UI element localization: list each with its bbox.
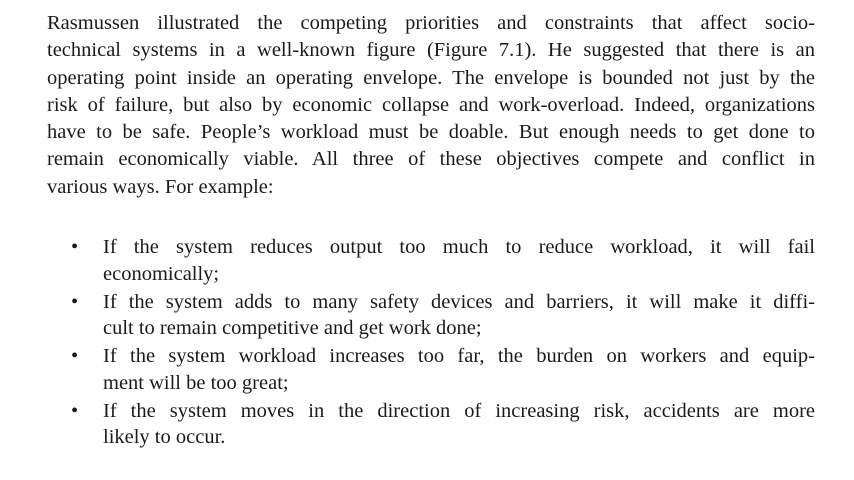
paragraph-line: Rasmussen illustrated the competing priorities and constraints that affect socio-	[47, 12, 815, 34]
list-item-text	[103, 343, 815, 396]
list-item-text	[103, 234, 815, 287]
list-item-text	[103, 289, 815, 342]
paragraph-line: technical systems in a well-known figure (Figure 7.1). He suggested that there is an	[47, 39, 815, 62]
body-paragraph	[47, 10, 815, 201]
bullet-icon: •	[71, 290, 79, 313]
list-item-line: If the system moves in the direction of increasing risk, accidents are more	[103, 399, 815, 422]
list-item-line: If the system reduces output too much to reduce workload, it will fail	[103, 236, 815, 258]
list-item	[71, 234, 815, 287]
paragraph-line: various ways. For example:	[47, 175, 274, 198]
bullet-icon: •	[71, 345, 79, 367]
list-item-text	[103, 398, 815, 451]
list-item	[71, 343, 815, 396]
paragraph-line: have to be safe. People’s workload must be doable. But enough needs to get done to	[47, 121, 815, 144]
list-item-line: economically;	[103, 262, 220, 285]
list-item-line: If the system adds to many safety devices and barriers, it will make it diffi-	[103, 290, 815, 313]
paragraph-line: risk of failure, but also by economic collapse and work-overload. Indeed, organizations	[47, 93, 815, 116]
list-item-line: likely to occur.	[103, 426, 226, 448]
list-item	[71, 398, 815, 451]
bullet-icon: •	[71, 236, 79, 258]
paragraph-line: operating point inside an operating envelope. The envelope is bounded not just by the	[47, 66, 815, 89]
list-item	[71, 289, 815, 342]
list-item-line: cult to remain competitive and get work done;	[103, 317, 482, 339]
list-item-line: ment will be too great;	[103, 371, 289, 394]
bullet-list	[71, 234, 815, 452]
document-page	[47, 10, 815, 448]
list-item-line: If the system workload increases too far, the burden on workers and equip-	[103, 345, 815, 367]
paragraph-line: remain economically viable. All three of these objectives compete and conflict in	[47, 148, 815, 171]
bullet-icon: •	[71, 399, 79, 422]
